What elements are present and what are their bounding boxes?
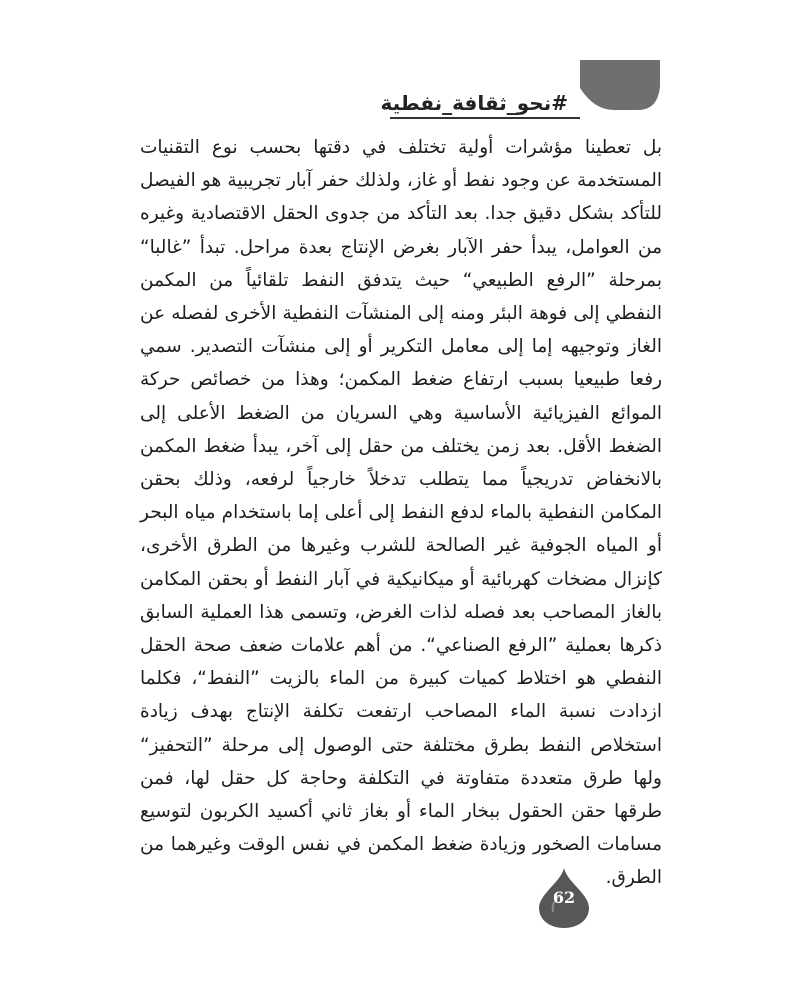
corner-tab-shape [580,60,660,110]
page-header-title: #نحو_ثقافة_نفطية [380,91,568,115]
body-paragraph: بل تعطينا مؤشرات أولية تختلف في دقتها بحسب نوع التقنيات المستخدمة عن وجود نفط أو غاز، ولذلك حفر آبار تجريبية هو الفيصل للتأكد بشكل دقيق جدا. بعد التأكد من جدوى الحقل الاقتصادية وغيره من العوامل، يبدأ حفر الآبار بغرض الإنتاج بعدة مراحل. تبدأ ”غالبا“ بمرحلة ”الرفع الطبيعي“ حيث يتدفق النفط تلقائياً من المكمن النفطي إلى فوهة البئر ومنه إلى المنشآت النفطية الأخرى لفصله عن الغاز وتوجيهه إما إلى معامل التكرير أو إلى منشآت التصدير. سمي رفعا طبيعيا بسبب ارتفاع ضغط المكمن؛ وهذا من خصائص حركة الموائع الفيزيائية الأساسية وهي السريان من الضغط الأعلى إلى الضغط الأقل. بعد زمن يختلف من حقل إلى آخر، يبدأ ضغط المكمن بالانخفاض تدريجياً مما يتطلب تدخلاً خارجياً لرفعه، وذلك بحقن المكامن النفطية بالماء لدفع النفط إلى أعلى إما باستخدام مياه البحر أو المياه الجوفية غير الصالحة للشرب وغيرها من الطرق الأخرى، كإنزال مضخات كهربائية أو ميكانيكية في آبار النفط أو بحقن المكامن بالغاز المصاحب بعد فصله لذات الغرض، وتسمى هذا العملية السابق ذكرها بعملية ”الرفع الصناعي“. من أهم علامات ضعف صحة الحقل النفطي هو اختلاط كميات كبيرة من الماء بالزيت ”النفط“، فكلما ازدادت نسبة الماء المصاحب ارتفعت تكلفة الإنتاج بهدف زيادة استخلاص النفط بطرق مختلفة حتى الوصول إلى مرحلة ”التحفيز“ ولها طرق متعددة متفاوتة في التكلفة وحاجة كل حقل لها، فمن طرقها حقن الحقول ببخار الماء أو بغاز ثاني أكسيد الكربون لتوسيع مسامات الصخور وزيادة ضغط المكمن في نفس الوقت وغيرهما من الطرق. [140,137,662,889]
header-divider [390,117,580,119]
page-number: 62 [552,888,576,907]
